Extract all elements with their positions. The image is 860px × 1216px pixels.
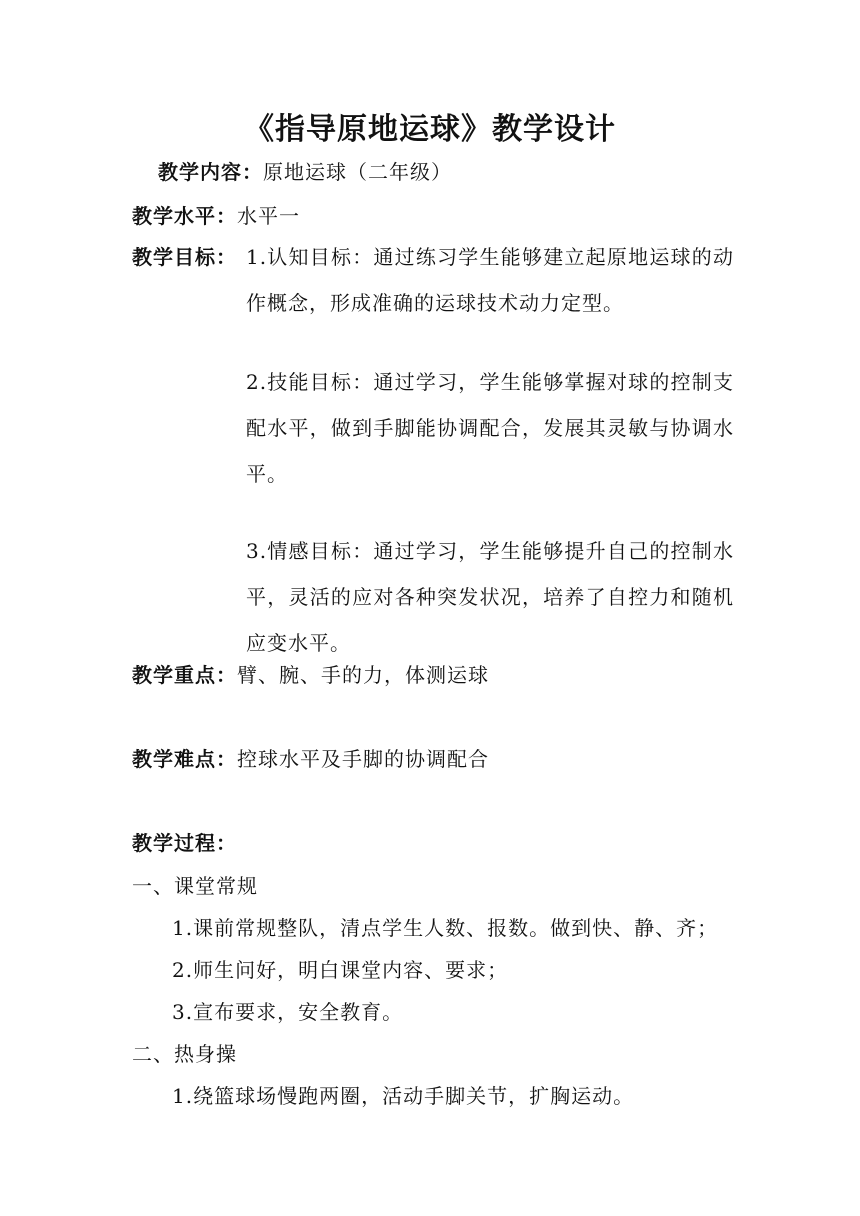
difficulties-value: 控球水平及手脚的协调配合: [237, 747, 489, 771]
teaching-level-value: 水平一: [237, 204, 300, 228]
difficulties-row: [132, 745, 489, 773]
teaching-objectives-label-row: [132, 243, 237, 271]
list-item: 1.课前常规整队，清点学生人数、报数。做到快、静、齐；: [172, 916, 719, 940]
list-item: 2.师生问好，明白课堂内容、要求；: [172, 958, 509, 982]
objective-emotional: 3.情感目标：通过学习，学生能够提升自己的控制水平，灵活的应对各种突发状况，培养了自控力和随机应变水平。: [246, 539, 734, 655]
section-heading: 一、课堂常规: [132, 874, 258, 898]
process-label: 教学过程：: [132, 831, 237, 855]
objective-cognitive: 1.认知目标：通过练习学生能够建立起原地运球的动作概念，形成准确的运球技术动力定型。: [246, 245, 734, 315]
objective-skill: 2.技能目标：通过学习，学生能够掌握对球的控制支配水平，做到手脚能协调配合，发展其灵敏与协调水平。: [246, 370, 734, 486]
teaching-content-row: [158, 158, 452, 186]
key-points-value: 臂、腕、手的力，体测运球: [237, 663, 489, 687]
document-title: 《指导原地运球》教学设计: [244, 112, 616, 147]
list-item: 1.绕篮球场慢跑两圈，活动手脚关节，扩胸运动。: [172, 1084, 635, 1108]
key-points-row: [132, 661, 489, 689]
teaching-content-value: 原地运球（二年级）: [263, 160, 452, 184]
teaching-level-label: 教学水平：: [132, 204, 237, 228]
difficulties-label: 教学难点：: [132, 747, 237, 771]
teaching-level-row: [132, 202, 300, 230]
key-points-label: 教学重点：: [132, 663, 237, 687]
teaching-objectives-label: 教学目标：: [132, 245, 237, 269]
process-label-row: [132, 829, 237, 857]
section-heading: 二、热身操: [132, 1042, 237, 1066]
teaching-content-label: 教学内容：: [158, 160, 263, 184]
list-item: 3.宣布要求，安全教育。: [172, 1000, 404, 1024]
